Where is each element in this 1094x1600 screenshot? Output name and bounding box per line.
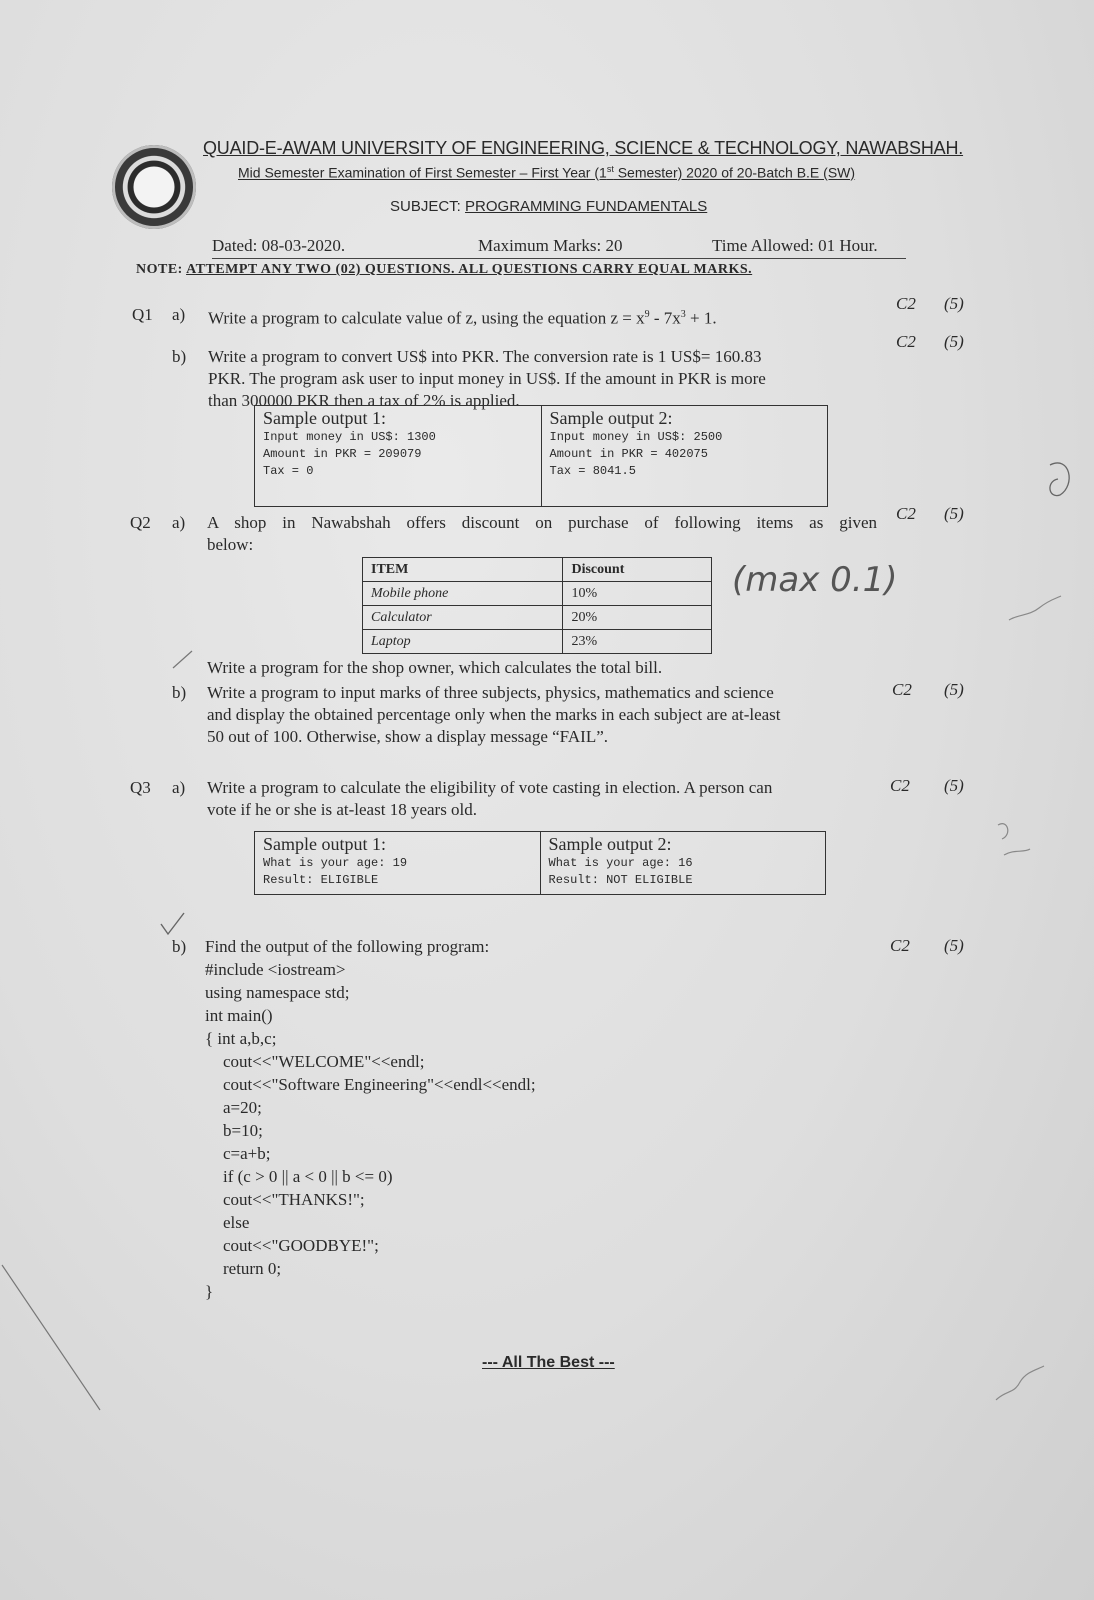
code-line: cout<<"Software Engineering"<<endl<<endl; [223, 1075, 536, 1094]
table-cell: 20% [563, 606, 712, 630]
q3a-text: Write a program to calculate the eligibility of vote casting in election. A person can vote if he or she is at-least 18 years old. [207, 778, 773, 819]
q1b-label: b) [172, 347, 187, 366]
discount-table [362, 557, 712, 654]
q1-sample-output-1: Sample output 1: Input money in US$: 1300 Amount in PKR = 209079 Tax = 0 [263, 408, 436, 478]
q1b-marks: (5) [944, 332, 964, 351]
table-cell: Calculator [363, 606, 563, 630]
table-row [363, 630, 712, 654]
check-mark [170, 648, 196, 674]
code-line: c=a+b; [223, 1144, 271, 1163]
subject-name: PROGRAMMING FUNDAMENTALS [465, 198, 708, 215]
closing-message: --- All The Best --- [482, 1354, 615, 1371]
q2b-marks: (5) [944, 680, 964, 699]
code-listing [205, 958, 536, 1303]
table-cell: 10% [563, 582, 712, 606]
table-header: ITEM [363, 558, 563, 582]
q2b-text: Write a program to input marks of three subjects, physics, mathematics and science and display the obtained percentage only when the marks in each subject are at-least 50 out of 100. Otherwise, show a display message “FAIL”. [207, 683, 781, 746]
header-rule [212, 258, 906, 259]
code-line: using namespace std; [205, 983, 350, 1002]
q2a-label: a) [172, 513, 186, 532]
q1b-clo: C2 [896, 332, 916, 351]
university-seal-logo [112, 145, 196, 229]
check-mark [158, 910, 188, 940]
maximum-marks: Maximum Marks: 20 [478, 236, 623, 255]
time-allowed: Time Allowed: 01 Hour. [712, 236, 878, 255]
q1a-clo: C2 [896, 294, 916, 313]
university-name: QUAID-E-AWAM UNIVERSITY OF ENGINEERING, SCIENCE & TECHNOLOGY, NAWABSHAH. [203, 138, 964, 158]
code-line: #include <iostream> [205, 960, 346, 979]
q1a-text: Write a program to calculate value of z, using the equation $z = x^9 - 7x^3 + 1$. [208, 308, 717, 328]
q3b-marks: (5) [944, 936, 964, 955]
code-line: } [205, 1282, 214, 1301]
q3a-label: a) [172, 778, 186, 797]
q1-label: Q1 [132, 305, 153, 324]
q2-label: Q2 [130, 513, 151, 532]
table-row [363, 606, 712, 630]
code-line: a=20; [223, 1098, 262, 1117]
q3-sample-output-box [254, 831, 826, 895]
table-cell: 23% [563, 630, 712, 654]
q3b-intro: Find the output of the following program: [205, 937, 490, 956]
code-line: { int a,b,c; [205, 1029, 277, 1048]
q3-sample-output-1: Sample output 1: What is your age: 19 Result: ELIGIBLE [263, 834, 408, 887]
q2b-clo: C2 [892, 680, 912, 699]
handwritten-annotation: (max 0.1) [732, 560, 898, 600]
q3a-clo: C2 [890, 776, 910, 795]
q3b-clo: C2 [890, 936, 910, 955]
exam-date: Dated: 08-03-2020. [212, 236, 346, 255]
pen-scribble-mark [990, 815, 1040, 875]
exam-title: Mid Semester Examination of First Semester – First Year (1st Semester) 2020 of 20-Batch B.E (SW) [238, 164, 856, 181]
page-crease-mark [0, 1260, 120, 1420]
pen-scribble-mark [1040, 455, 1080, 505]
exam-note: NOTE: ATTEMPT ANY TWO (02) QUESTIONS. ALL QUESTIONS CARRY EQUAL MARKS. [136, 262, 753, 277]
q2a-instruction: Write a program for the shop owner, which calculates the total bill. [207, 658, 663, 677]
q1a-label: a) [172, 305, 186, 324]
table-cell: Laptop [363, 630, 563, 654]
code-line: cout<<"WELCOME"<<endl; [223, 1052, 425, 1071]
q3a-marks: (5) [944, 776, 964, 795]
q2a-marks: (5) [944, 504, 964, 523]
q1a-marks: (5) [944, 294, 964, 313]
code-line: b=10; [223, 1121, 263, 1140]
q3-sample-output-2: Sample output 2: What is your age: 16 Result: NOT ELIGIBLE [540, 832, 826, 894]
code-line: if (c > 0 || a < 0 || b <= 0) [223, 1167, 393, 1186]
q2a-clo: C2 [896, 504, 916, 523]
table-header: Discount [563, 558, 712, 582]
q2b-label: b) [172, 683, 187, 702]
q3-label: Q3 [130, 778, 151, 797]
q1-sample-output-box [254, 405, 828, 507]
code-line: return 0; [223, 1259, 282, 1278]
subject-line: SUBJECT: PROGRAMMING FUNDAMENTALS [390, 198, 708, 215]
q2a-text: A shop in Nawabshah offers discount on purchase of following items as given below: [207, 513, 877, 554]
table-header-row [363, 558, 712, 582]
pen-scribble-mark [990, 1360, 1050, 1410]
table-cell: Mobile phone [363, 582, 563, 606]
code-line: cout<<"GOODBYE!"; [223, 1236, 379, 1255]
q3b-label: b) [172, 937, 187, 956]
pen-scribble-mark [1005, 590, 1065, 630]
code-line: else [223, 1213, 250, 1232]
table-row [363, 582, 712, 606]
code-line: int main() [205, 1006, 273, 1025]
q1-sample-output-2: Sample output 2: Input money in US$: 2500 Amount in PKR = 402075 Tax = 8041.5 [541, 406, 828, 506]
q1b-text: Write a program to convert US$ into PKR. The conversion rate is 1 US$= 160.83 PKR. The program ask user to input money in US$. If the amount in PKR is more than 300000 PKR then a tax of 2% is applied. [208, 347, 766, 410]
code-line: cout<<"THANKS!"; [223, 1190, 365, 1209]
